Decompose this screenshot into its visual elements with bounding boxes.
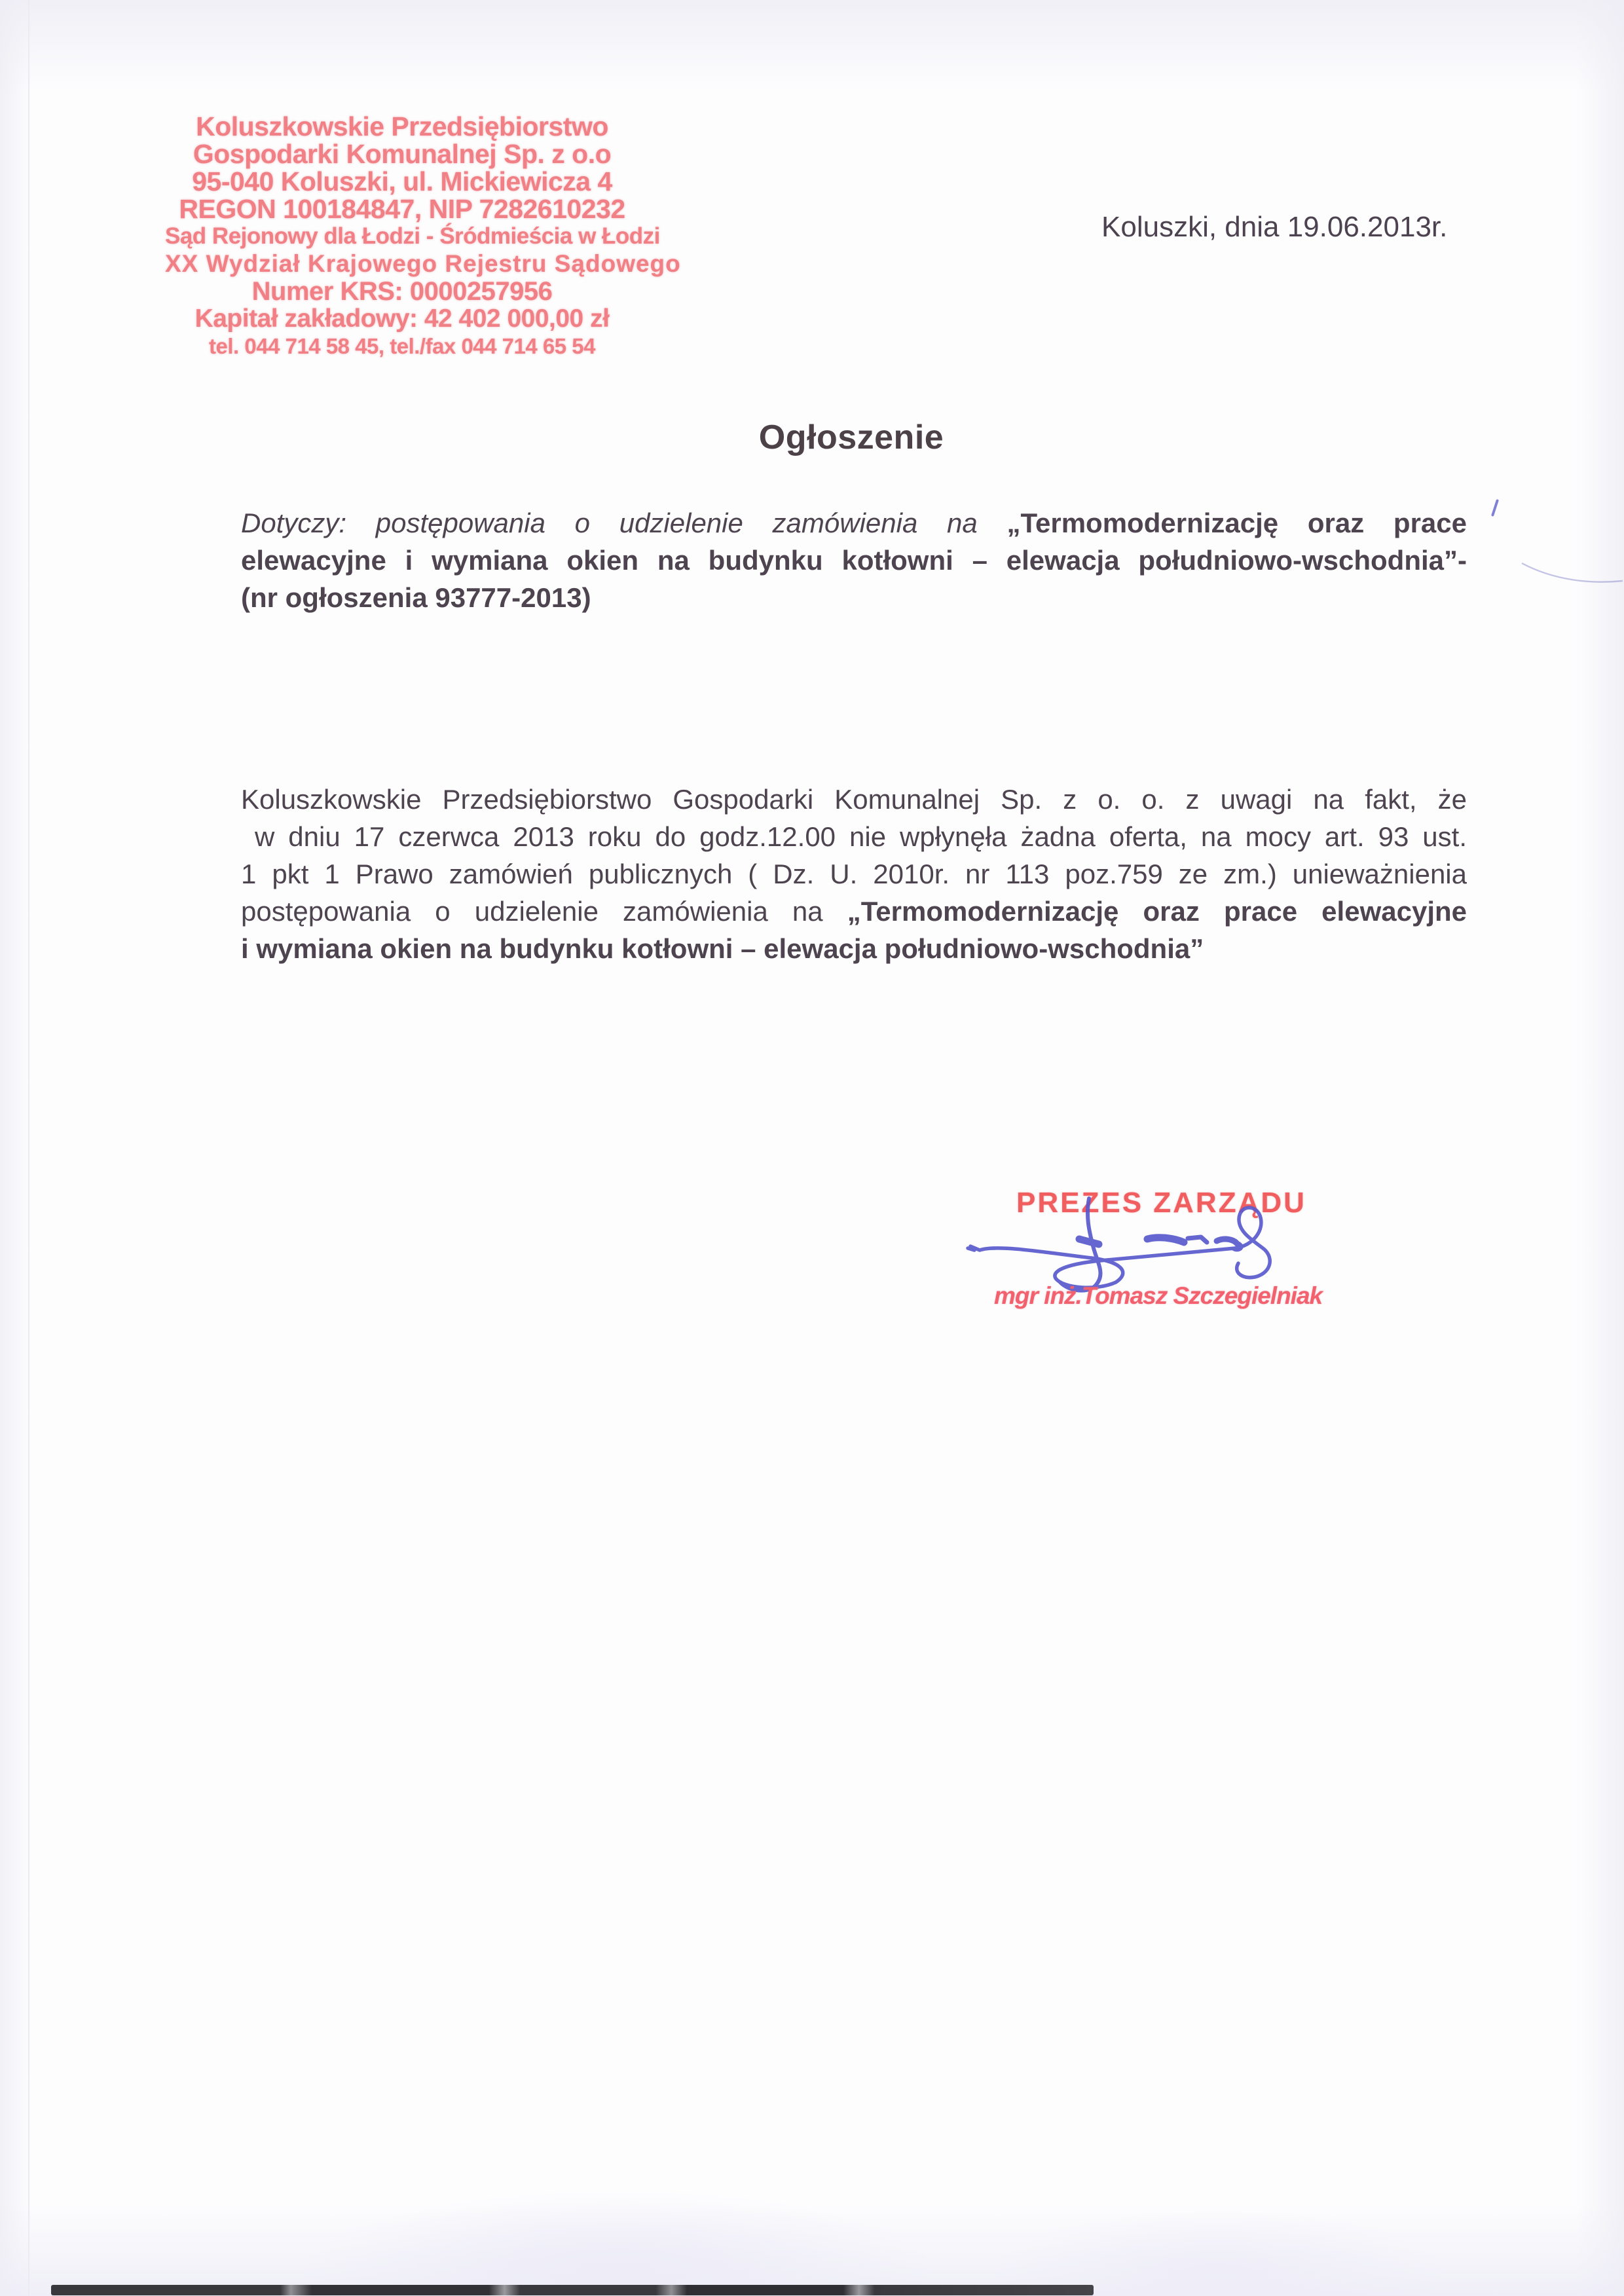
text-line <box>241 818 1467 855</box>
text-line <box>241 893 1467 930</box>
stamp-line: Numer KRS: 0000257956 <box>251 277 553 306</box>
text-line <box>241 855 1467 893</box>
text-line <box>241 930 1467 967</box>
text-segment: „Termomodernizację oraz prace elewacyjne <box>847 896 1467 927</box>
scan-fold-line <box>28 0 29 2296</box>
text-line <box>241 579 1467 616</box>
company-letterhead-stamp <box>165 111 681 360</box>
stamp-line: 95-040 Koluszki, ul. Mickiewicza 4 <box>192 166 612 196</box>
president-role-stamp: PREZES ZARZĄDU <box>1016 1187 1306 1219</box>
stamp-line: Sąd Rejonowy dla Łodzi - Śródmieścia w Łodzi <box>165 223 660 249</box>
pen-tick-mark <box>1491 499 1499 517</box>
text-segment: „Termomodernizację oraz prace <box>1006 508 1467 538</box>
faint-pen-curve <box>1518 558 1624 592</box>
stamp-line: XX Wydział Krajowego Rejestru Sądowego <box>165 250 681 277</box>
text-segment: (nr ogłoszenia 93777-2013) <box>241 582 591 613</box>
text-segment: elewacyjne i wymiana okien na budynku kotłowni – elewacja południowo-wschodnia”- <box>241 545 1467 576</box>
stamp-line: REGON 100184847, NIP 7282610232 <box>179 194 625 224</box>
text-line <box>241 542 1467 579</box>
body-paragraph <box>241 781 1467 967</box>
signer-name: mgr inż.Tomasz Szczegielniak <box>994 1282 1323 1309</box>
scan-edge-bar <box>51 2285 1094 2295</box>
text-segment: Koluszkowskie Przedsiębiorstwo Gospodarki Komunalnej Sp. z o. o. z uwagi na fakt, że <box>241 784 1467 815</box>
text-segment: w dniu 17 czerwca 2013 roku do godz.12.00 nie wpłynęła żadna oferta, na mocy art. 93 ust. <box>241 821 1467 852</box>
subject-paragraph <box>241 504 1467 616</box>
text-segment: Dotyczy: postępowania o udzielenie zamówienia na <box>241 508 1007 538</box>
document-date: Koluszki, dnia 19.06.2013r. <box>1101 211 1448 243</box>
text-line <box>241 781 1467 818</box>
stamp-line: Kapitał zakładowy: 42 402 000,00 zł <box>194 305 610 333</box>
text-segment: postępowania o udzielenie zamówienia na <box>241 896 847 927</box>
stamp-line: Gospodarki Komunalnej Sp. z o.o <box>193 139 612 169</box>
text-line <box>241 504 1467 542</box>
document-title: Ogłoszenie <box>758 418 944 456</box>
text-segment: 1 pkt 1 Prawo zamówień publicznych ( Dz. U. 2010r. nr 113 poz.759 ze zm.) unieważnienia <box>241 859 1467 889</box>
stamp-line: tel. 044 714 58 45, tel./fax 044 714 65 54 <box>209 334 595 358</box>
stamp-line: Koluszkowskie Przedsiębiorstwo <box>196 111 608 141</box>
text-segment: i wymiana okien na budynku kotłowni – elewacja południowo-wschodnia” <box>241 933 1204 964</box>
